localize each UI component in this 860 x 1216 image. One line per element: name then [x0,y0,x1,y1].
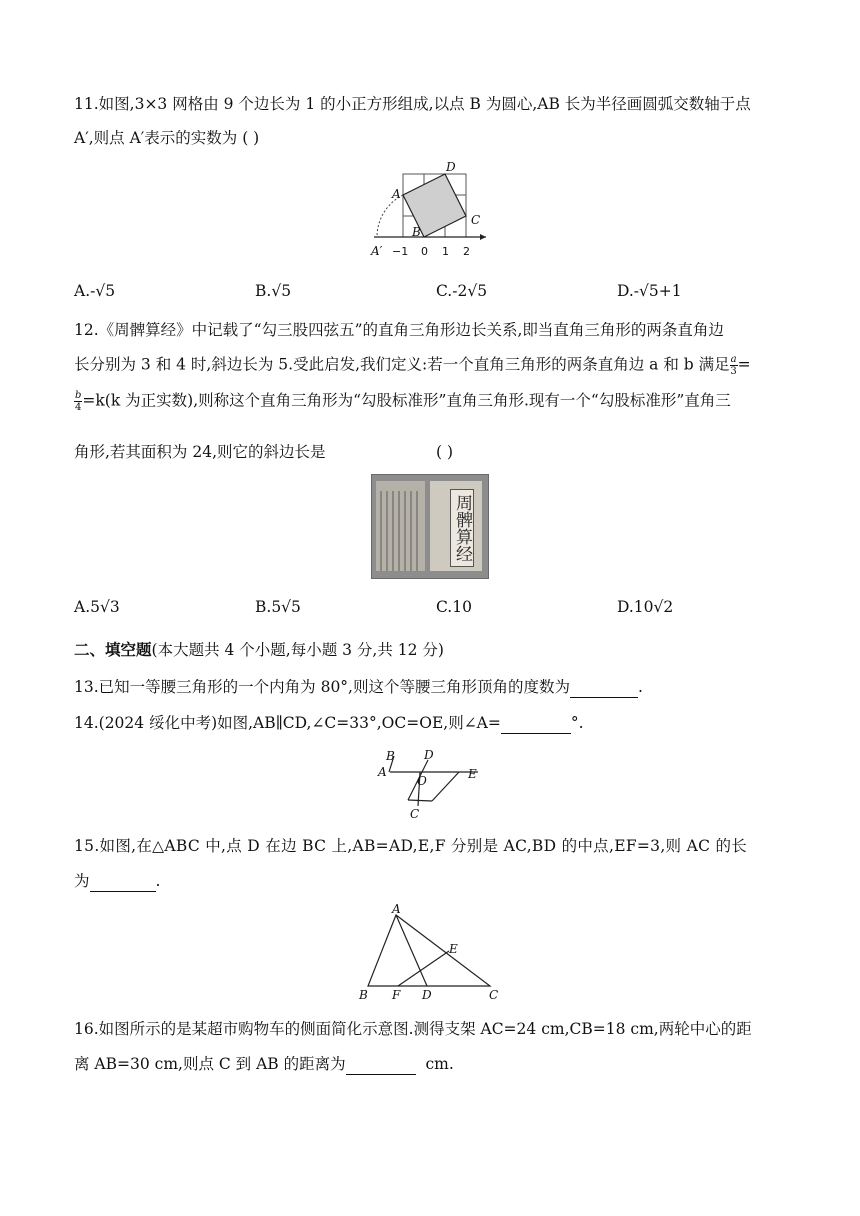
q12-option-a[interactable]: A.5√3 [74,598,120,616]
q15-answer-blank[interactable] [90,871,156,892]
q12-option-d[interactable]: D.10√2 [617,598,674,616]
q12-answer-paren: ( ) [436,443,454,461]
q16-answer-blank[interactable] [346,1054,416,1075]
q11-label-a: A [392,187,401,201]
q14-label-c: C [410,807,420,821]
q11-label-c: C [471,213,481,227]
q11-tick-2: 2 [463,245,470,258]
q12-option-b[interactable]: B.5√5 [255,598,301,616]
q12-line-4: 角形,若其面积为 24,则它的斜边长是 [74,443,326,461]
q13-answer-blank[interactable] [570,677,638,698]
q12-line-2-text: 长分别为 3 和 4 时,斜边长为 5.受此启发,我们定义:若一个直角三角形的两条直角边 a 和 b 满足 [74,355,730,374]
q14-line: 14.(2024 绥化中考)如图,AB∥CD,∠C=33°,OC=OE,则∠A= °. [74,714,584,732]
q14-answer-blank[interactable] [501,713,571,734]
q16-line-1: 16.如图所示的是某超市购物车的侧面简化示意图.测得支架 AC=24 cm,CB=18 cm,两轮中心的距 [74,1020,752,1038]
q11-label-d: D [446,160,456,174]
q11-option-c[interactable]: C.-2√5 [436,282,488,300]
q11-line-2: A′,则点 A′表示的实数为 ( ) [74,129,260,147]
q12-line-3 [74,390,731,413]
q14-label-d: D [424,748,434,762]
q15-line-2: 为 . [74,872,161,890]
q13-line: 13.已知一等腰三角形的一个内角为 80°,则这个等腰三角形顶角的度数为 . [74,678,643,696]
q15-triangle-figure [354,902,504,1002]
q11-option-d[interactable]: D.-√5+1 [617,282,682,300]
section-2-heading: 二、填空题(本大题共 4 个小题,每小题 3 分,共 12 分) [74,641,444,659]
q11-tick-0: 0 [421,245,428,258]
q12-line-3-text: =k(k 为正实数),则称这个直角三角形为“勾股标准形”直角三角形.现有一个“勾股标准形”直角三 [82,391,731,410]
q15-label-e: E [449,942,458,956]
q15-label-c: C [489,988,499,1002]
q11-tick-1: 1 [442,245,449,258]
book-cover-title: 周髀算经 [450,489,474,567]
q12-option-c[interactable]: C.10 [436,598,472,616]
q12-line-1: 12.《周髀算经》中记载了“勾三股四弦五”的直角三角形边长关系,即当直角三角形的两条直角边 [74,321,724,339]
q11-label-a-prime: A′ [371,244,383,258]
q15-label-f: F [392,988,401,1002]
q12-line-2: 长分别为 3 和 4 时,斜边长为 5.受此启发,我们定义:若一个直角三角形的两条直角边 a 和 b 满足 $\frac{a}{3}$ = [74,354,751,377]
q15-label-d: D [422,988,432,1002]
q11-grid-figure [368,160,494,260]
q11-tick-minus1: −1 [392,245,409,258]
q15-line-1: 15.如图,在△ABC 中,点 D 在边 BC 上,AB=AD,E,F 分别是 AC,BD 的中点,EF=3,则 AC 的长 [74,837,748,855]
q11-option-b[interactable]: B.√5 [255,282,292,300]
q14-label-a: A [378,765,387,779]
q12-fraction-b4: $\frac{b}{4}$ [75,390,82,413]
q14-label-b: B [386,749,395,763]
q14-figure [376,748,488,824]
q14-label-o: O [417,774,427,788]
q11-line-1: 11.如图,3×3 网格由 9 个边长为 1 的小正方形组成,以点 B 为圆心,AB 长为半径画圆弧交数轴于点 [74,95,751,113]
q14-label-e: E [468,767,477,781]
q15-label-b: B [359,988,368,1002]
q11-label-b: B [412,225,421,239]
q15-label-a: A [392,902,401,916]
q16-line-2: 离 AB=30 cm,则点 C 到 AB 的距离为 cm. [74,1055,454,1073]
q11-option-a[interactable]: A.-√5 [74,282,116,300]
q12-fraction-a3: $\frac{a}{3}$ [730,354,737,377]
zhoubi-suanjing-book-photo [371,474,489,579]
